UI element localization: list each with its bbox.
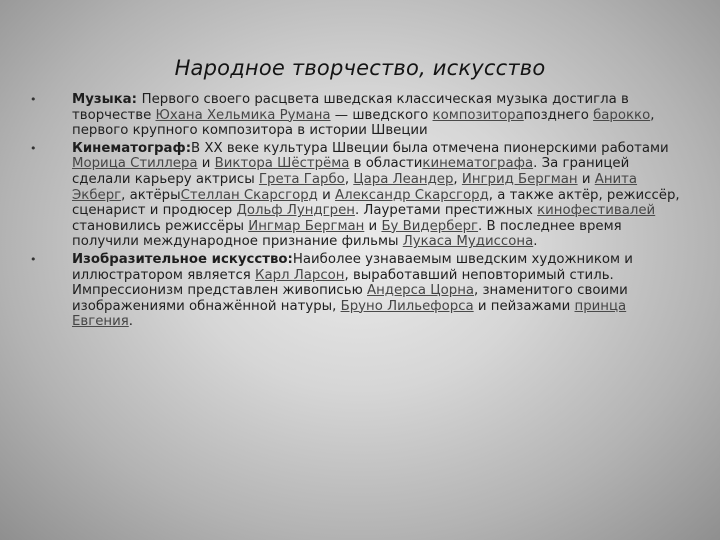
bullet-icon: • — [30, 141, 37, 155]
item-text: и — [197, 156, 215, 172]
list-item — [30, 252, 690, 330]
inline-link[interactable]: кинематографа — [422, 156, 534, 172]
item-text: и — [577, 171, 595, 187]
item-text: . В последнее время получили международное признание фильмы — [72, 218, 622, 250]
inline-link[interactable]: Виктора Шёстрёма — [214, 156, 350, 172]
item-label: Музыка: — [72, 92, 142, 107]
inline-link[interactable]: Грета Гарбо — [258, 171, 345, 187]
inline-link[interactable]: композитора — [432, 107, 524, 123]
item-text: , первого крупного композитора в истории Швеции — [72, 107, 655, 139]
inline-link[interactable]: кинофестивалей — [537, 203, 656, 219]
inline-link[interactable]: Морица Стиллера — [72, 156, 198, 172]
bullet-icon: • — [30, 252, 37, 266]
inline-link[interactable]: Андерса Цорна — [367, 283, 475, 299]
item-text: , — [344, 171, 354, 187]
item-label: Кинематограф: — [72, 140, 192, 156]
slide-title: Народное творчество, искусство — [174, 56, 546, 80]
item-text: . Лауретами престижных — [354, 203, 538, 219]
item-text: , знаменитого своими изображениями обнажённой натуры, — [72, 283, 628, 314]
inline-link[interactable]: Цара Леандер — [353, 171, 454, 187]
item-text: и — [317, 187, 335, 203]
inline-link[interactable]: Стеллан Скарсгорд — [180, 187, 318, 203]
item-text: , а также актёр, режиссёр, сценарист и продюсер — [72, 187, 680, 219]
inline-link[interactable]: Бруно Лильефорса — [340, 298, 474, 314]
inline-link[interactable]: Александр Скарсгорд — [334, 187, 489, 203]
item-text: , актёры — [121, 187, 181, 203]
item-text: Первого своего расцвета шведская классическая музыка достигла в творчестве — [72, 92, 629, 123]
item-text: и — [364, 218, 382, 234]
inline-link[interactable]: барокко — [593, 107, 651, 123]
item-text: . — [533, 234, 538, 250]
inline-link[interactable]: принца Евгения — [72, 298, 627, 330]
inline-link[interactable]: Ингрид Бергман — [461, 171, 578, 187]
item-text: и пейзажами — [473, 298, 575, 314]
list-item — [30, 141, 690, 250]
inline-link[interactable]: Бу Видерберг — [381, 218, 479, 234]
list-item — [30, 92, 690, 139]
inline-link[interactable]: Карл Ларсон — [255, 267, 345, 283]
item-label: Изобразительное искусство: — [72, 251, 293, 267]
inline-link[interactable]: Анита Экберг — [72, 171, 638, 203]
item-text: , выработавший неповторимый стиль. Импрессионизм представлен живописью — [72, 267, 614, 299]
item-text: становились режиссёры — [72, 218, 249, 234]
item-text: , — [453, 171, 462, 187]
item-text: — шведского — [330, 107, 433, 123]
bullet-list — [30, 92, 690, 332]
item-text: в области — [349, 156, 423, 172]
item-text: позднего — [523, 107, 594, 123]
item-text: Наиболее узнаваемым шведским художником и иллюстратором является — [72, 251, 633, 283]
inline-link[interactable]: Дольф Лундгрен — [236, 203, 355, 219]
inline-link[interactable]: Юхана Хельмика Румана — [155, 107, 331, 123]
inline-link[interactable]: Ингмар Бергман — [248, 218, 365, 234]
bullet-icon: • — [30, 93, 37, 106]
item-text: . За границей сделали карьеру актрисы — [72, 156, 630, 187]
item-text: В XX веке культура Швеции была отмечена пионерскими работами — [191, 140, 669, 156]
item-text: . — [128, 314, 133, 330]
inline-link[interactable]: Лукаса Мудиссона — [402, 234, 534, 250]
